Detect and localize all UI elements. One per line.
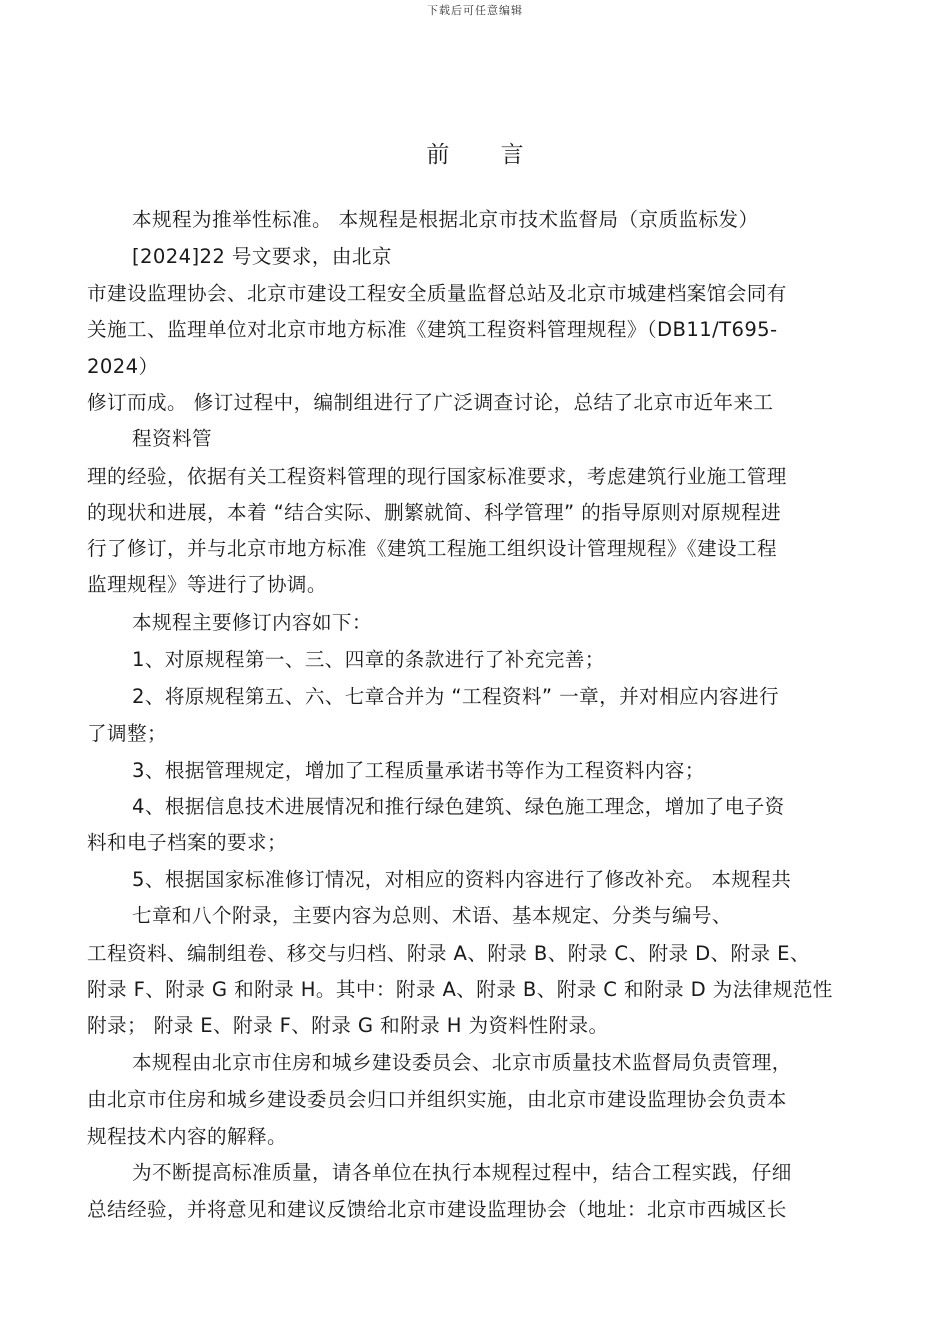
text-line: 本规程主要修订内容如下： — [132, 611, 372, 634]
text-line: [2024]22 号文要求，由北京 — [132, 245, 392, 268]
text-line: 4、根据信息技术进展情况和推行绿色建筑、绿色施工理念，增加了电子资 — [132, 795, 785, 818]
text-line: 工程资料、编制组卷、移交与归档、附录 A、附录 B、附录 C、附录 D、附录 E、 — [87, 942, 810, 965]
text-line: 修订而成。 修订过程中，编制组进行了广泛调查讨论，总结了北京市近年来工 — [87, 391, 774, 414]
text-line: 监理规程》等进行了协调。 — [87, 573, 327, 596]
text-line: 2、将原规程第五、六、七章合并为 “工程资料” 一章，并对相应内容进行 — [132, 685, 780, 708]
text-line: 2024） — [87, 355, 159, 378]
text-line: 了调整； — [87, 722, 167, 745]
text-line: 总结经验，并将意见和建议反馈给北京市建设监理协会（地址：北京市西城区长 — [87, 1198, 787, 1221]
text-line: 市建设监理协会、北京市建设工程安全质量监督总站及北京市城建档案馆会同有 — [87, 282, 787, 305]
text-line: 规程技术内容的解释。 — [87, 1125, 287, 1148]
text-line: 行了修订，并与北京市地方标准《建筑工程施工组织设计管理规程》《建设工程 — [87, 537, 777, 560]
text-line: 附录； 附录 E、附录 F、附录 G 和附录 H 为资料性附录。 — [87, 1014, 609, 1037]
text-line: 的现状和进展，本着 “结合实际、删繁就简、科学管理” 的指导原则对原规程进 — [87, 501, 782, 524]
text-line: 3、根据管理规定，增加了工程质量承诺书等作为工程资料内容； — [132, 759, 705, 782]
text-line: 料和电子档案的要求； — [87, 831, 287, 854]
text-line: 5、根据国家标准修订情况，对相应的资料内容进行了修改补充。 本规程共 — [132, 868, 792, 891]
text-line: 理的经验，依据有关工程资料管理的现行国家标准要求，考虑建筑行业施工管理 — [87, 465, 787, 488]
text-line: 为不断提高标准质量，请各单位在执行本规程过程中，结合工程实践，仔细 — [132, 1161, 792, 1184]
text-line: 程资料管 — [132, 427, 212, 450]
text-line: 由北京市住房和城乡建设委员会归口并组织实施，由北京市建设监理协会负责本 — [87, 1088, 787, 1111]
text-line: 1、对原规程第一、三、四章的条款进行了补充完善； — [132, 648, 605, 671]
text-line: 本规程为推举性标准。 本规程是根据北京市技术监督局（京质监标发） — [132, 208, 759, 231]
text-line: 附录 F、附录 G 和附录 H。其中：附录 A、附录 B、附录 C 和附录 D 为法律规范性 — [87, 978, 833, 1001]
page-title: 前 言 — [426, 142, 546, 168]
text-line: 关施工、监理单位对北京市地方标准《建筑工程资料管理规程》（DB11/T695- — [87, 318, 778, 341]
text-line: 七章和八个附录，主要内容为总则、术语、基本规定、分类与编号、 — [132, 904, 732, 927]
page-header-note: 下载后可任意编辑 — [427, 4, 523, 17]
text-line: 本规程由北京市住房和城乡建设委员会、北京市质量技术监督局负责管理， — [132, 1051, 792, 1074]
